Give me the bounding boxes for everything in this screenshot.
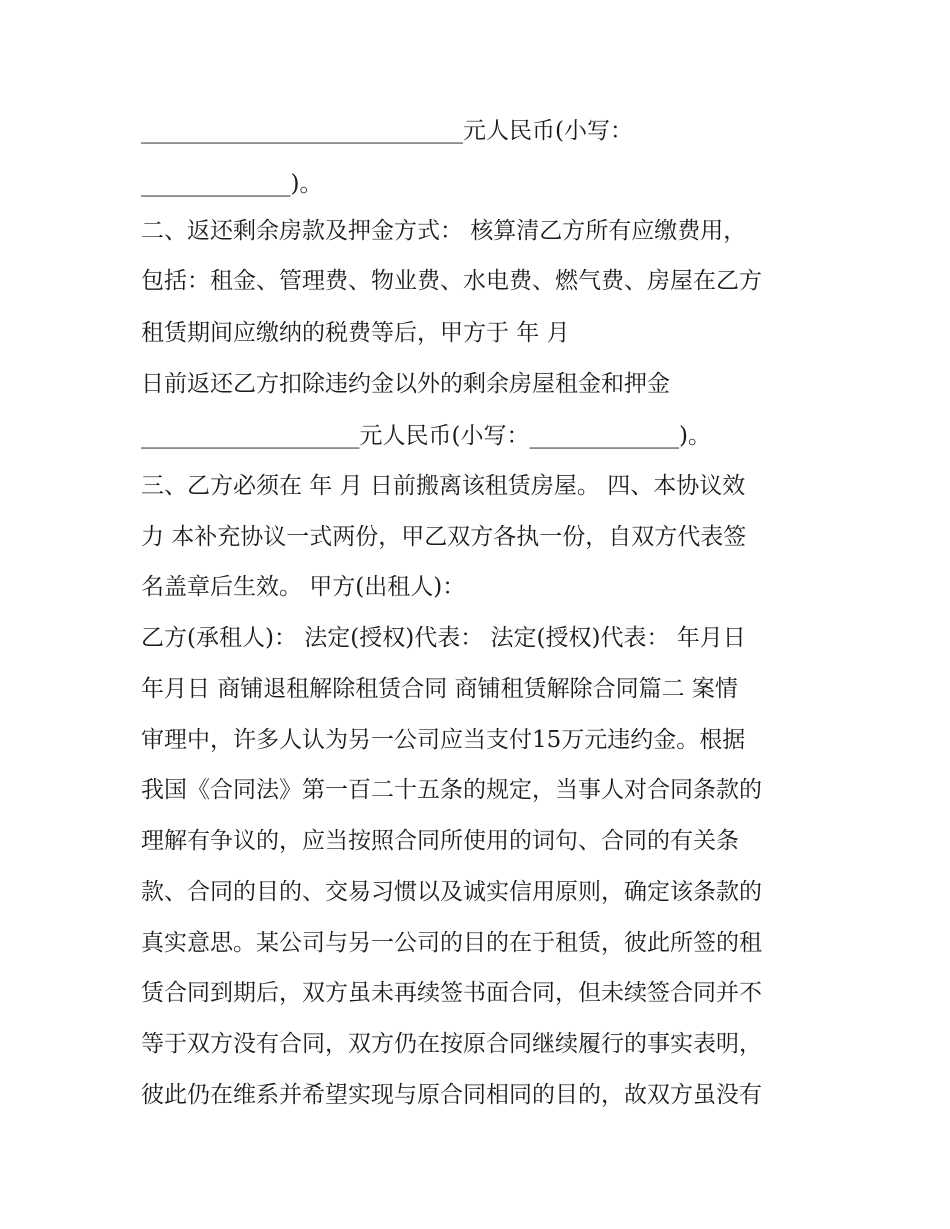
text-line: 等于双方没有合同，双方仍在按原合同继续履行的事实表明， [141,1031,762,1057]
text-line: 真实意思。某公司与另一公司的目的在于租赁，彼此所签的租 [141,930,762,956]
text-line: 日前返还乙方扣除违约金以外的剩余房屋租金和押金 [141,371,670,397]
text-line: 款、合同的目的、交易习惯以及诚实信用原则，确定该条款的 [141,879,762,905]
text-line: ___________________元人民币(小写：_____________)。 [141,423,711,449]
text-line: 乙方(承租人)： 法定(授权)代表： 法定(授权)代表： 年月日 [141,625,746,651]
text-line: 理解有争议的，应当按照合同所使用的词句、合同的有关条 [141,828,739,854]
text-line: 三、乙方必须在 年 月 日前搬离该租赁房屋。 四、本协议效 [141,473,746,499]
text-line: 审理中，许多人认为另一公司应当支付15万元违约金。根据 [141,727,746,753]
text-line: 二、返还剩余房款及押金方式： 核算清乙方所有应缴费用， [141,218,747,244]
text-line: ____________________________元人民币(小写： [141,118,633,144]
text-line: 赁合同到期后，双方虽未再续签书面合同，但未续签合同并不 [141,980,762,1006]
text-line: 包括：租金、管理费、物业费、水电费、燃气费、房屋在乙方 [141,268,762,294]
text-line: 名盖章后生效。 甲方(出租人)： [141,574,466,600]
text-line: 租赁期间应缴纳的税费等后，甲方于 年 月 [141,320,570,346]
text-line: 力 本补充协议一式两份，甲乙双方各执一份，自双方代表签 [141,524,747,550]
text-line: 彼此仍在维系并希望实现与原合同相同的目的，故双方虽没有 [141,1082,762,1108]
text-line: 我国《合同法》第一百二十五条的规定，当事人对合同条款的 [141,777,762,803]
text-line: 年月日 商铺退租解除租赁合同 商铺租赁解除合同篇二 案情 [141,676,738,702]
text-line: _____________)。 [141,171,323,197]
